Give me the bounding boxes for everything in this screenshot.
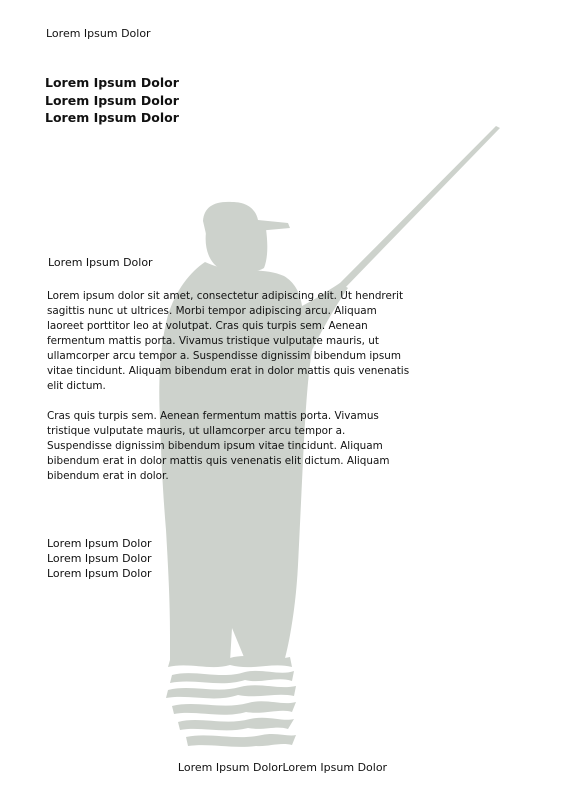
signature-line: Lorem Ipsum Dolor <box>47 552 152 565</box>
top-label: Lorem Ipsum Dolor <box>46 27 151 40</box>
heading-block <box>45 74 179 127</box>
body-text <box>47 289 413 499</box>
heading-line: Lorem Ipsum Dolor <box>45 75 179 90</box>
body-paragraph: Cras quis turpis sem. Aenean fermentum mattis porta. Vivamus tristique vulputate mauris, ut ullamcorper arcu tempor a. Suspendisse dignissim bibendum ipsum vitae tincidunt. Aliquam bibendum erat in dolor mattis quis venenatis elit dictum. Aliquam bibendum erat in dolor. <box>47 410 390 482</box>
signature-line: Lorem Ipsum Dolor <box>47 567 152 580</box>
section-label: Lorem Ipsum Dolor <box>48 256 153 269</box>
footer-text: Lorem Ipsum DolorLorem Ipsum Dolor <box>177 761 388 774</box>
body-paragraph: Lorem ipsum dolor sit amet, consectetur adipiscing elit. Ut hendrerit sagittis nunc ut ultrices. Morbi tempor adipiscing arcu. Aliquam laoreet porttitor leo at volutpat. Cras quis turpis sem. Aenean fermentum mattis porta. Vivamus tristique vulputate mauris, ut ullamcorper arcu tempor a. Suspendisse dignissim bibendum ipsum vitae tincidunt. Aliquam bibendum erat in dolor mattis quis venenatis elit dictum. <box>47 290 410 392</box>
signature-line: Lorem Ipsum Dolor <box>47 537 152 550</box>
heading-line: Lorem Ipsum Dolor <box>45 92 179 108</box>
signature-block <box>47 536 152 581</box>
heading-line: Lorem Ipsum Dolor <box>45 110 179 125</box>
